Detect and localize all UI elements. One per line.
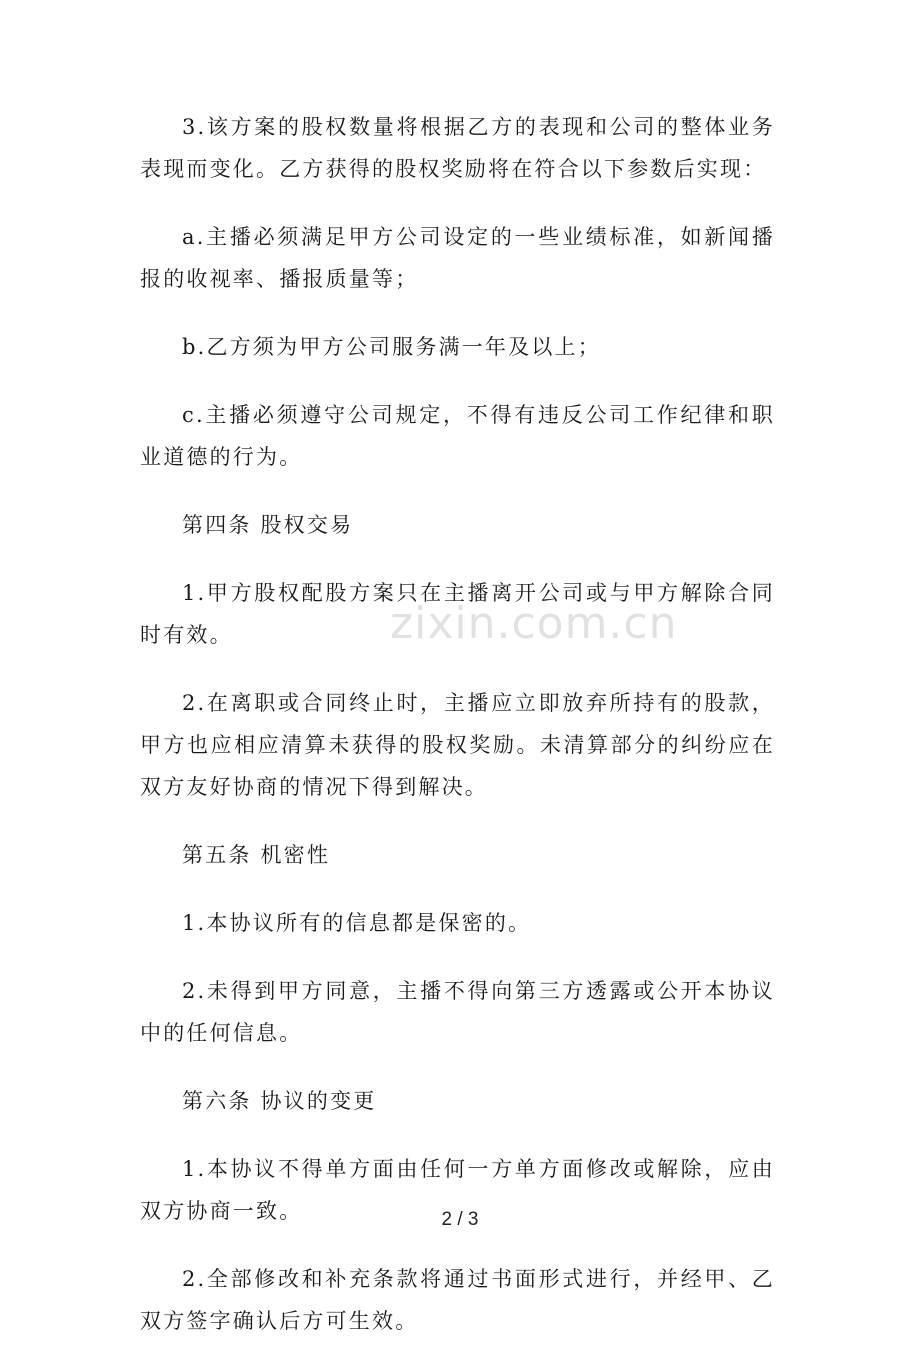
heading-article-4: 第四条 股权交易	[182, 513, 354, 537]
paragraph-article-6-1: 1.本协议不得单方面由任何一方单方面修改或解除，应由双方协商一致。	[140, 1157, 775, 1223]
paragraph-item-a: a.主播必须满足甲方公司设定的一些业绩标准，如新闻播报的收视率、播报质量等；	[140, 225, 775, 291]
document-body	[140, 106, 775, 1368]
heading-article-6: 第六条 协议的变更	[182, 1089, 377, 1113]
paragraph-article-5-2: 2.未得到甲方同意，主播不得向第三方透露或公开本协议中的任何信息。	[140, 979, 775, 1045]
page-number: 2 / 3	[441, 1209, 479, 1230]
paragraph-article-6-2: 2.全部修改和补充条款将通过书面形式进行，并经甲、乙双方签字确认后方可生效。	[140, 1267, 775, 1333]
heading-article-5: 第五条 机密性	[182, 843, 331, 867]
paragraph-item-c: c.主播必须遵守公司规定，不得有违反公司工作纪律和职业道德的行为。	[140, 403, 775, 469]
paragraph-article-4-1: 1.甲方股权配股方案只在主播离开公司或与甲方解除合同时有效。	[140, 581, 775, 647]
paragraph-article-5-1: 1.本协议所有的信息都是保密的。	[182, 911, 532, 935]
paragraph-clause-3-3: 3.该方案的股权数量将根据乙方的表现和公司的整体业务表现而变化。乙方获得的股权奖励将在符合以下参数后实现：	[140, 115, 775, 181]
paragraph-item-b: b.乙方须为甲方公司服务满一年及以上；	[182, 335, 601, 359]
watermark-text: zixin.com.cn	[390, 598, 678, 649]
paragraph-article-4-2: 2.在离职或合同终止时，主播应立即放弃所持有的股款，甲方也应相应清算未获得的股权奖励。未清算部分的纠纷应在双方友好协商的情况下得到解决。	[140, 691, 775, 799]
